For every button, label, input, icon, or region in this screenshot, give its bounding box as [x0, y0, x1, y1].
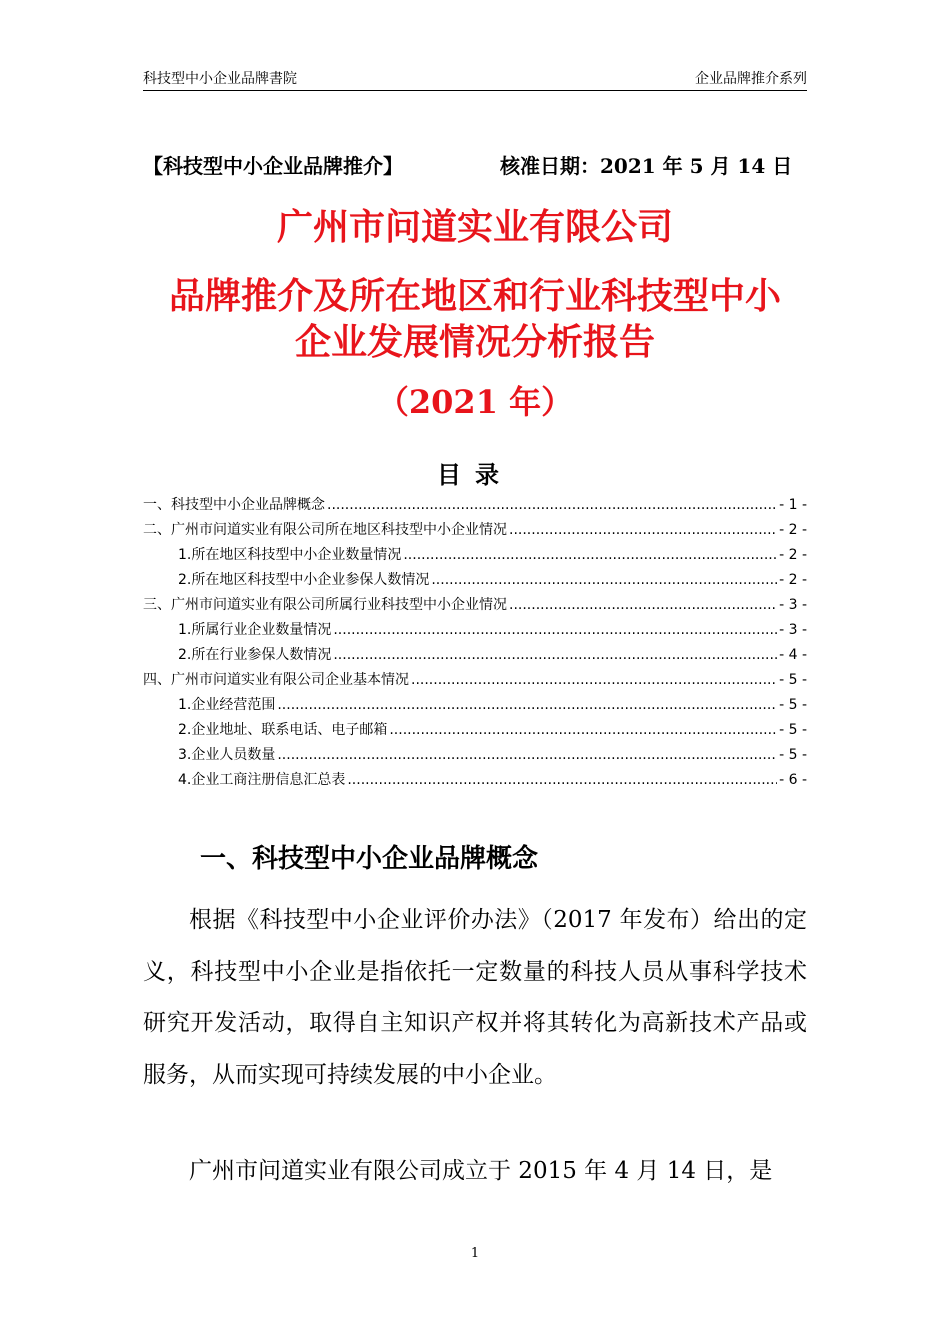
toc-item-label: 1.企业经营范围: [178, 697, 276, 713]
toc-item-label: 1.所属行业企业数量情况: [178, 622, 332, 638]
toc-subitem[interactable]: [143, 769, 807, 794]
toc-leader-dots: [431, 572, 777, 588]
toc-item-page: - 3 -: [779, 622, 807, 638]
toc-leader-dots: [277, 747, 777, 763]
toc-leader-dots: [403, 547, 777, 563]
title-year: （2021 年）: [376, 383, 574, 421]
toc-item-page: - 5 -: [779, 672, 807, 688]
toc-item[interactable]: [143, 669, 807, 694]
title-line-1: 广州市问道实业有限公司: [276, 206, 673, 248]
toc-leader-dots: [333, 647, 777, 663]
toc-item-page: - 3 -: [779, 597, 807, 613]
toc-leader-dots: [411, 672, 777, 688]
toc-item-label: 2.所在地区科技型中小企业参保人数情况: [178, 572, 430, 588]
toc-leader-dots: [327, 497, 777, 513]
toc-item-label: 三、广州市问道实业有限公司所属行业科技型中小企业情况: [143, 597, 507, 613]
page-header: [143, 66, 807, 91]
toc-item-label: 2.企业地址、联系电话、电子邮箱: [178, 722, 388, 738]
toc-item[interactable]: [143, 594, 807, 619]
section-heading: 一、科技型中小企业品牌概念: [200, 844, 539, 874]
toc-heading: 目录: [437, 461, 513, 489]
toc-item-page: - 6 -: [779, 772, 807, 788]
toc-item-page: - 4 -: [779, 647, 807, 663]
toc-item-label: 二、广州市问道实业有限公司所在地区科技型中小企业情况: [143, 522, 507, 538]
toc-subitem[interactable]: [143, 619, 807, 644]
toc-subitem[interactable]: [143, 569, 807, 594]
toc-item-label: 3.企业人员数量: [178, 747, 276, 763]
toc-item-page: - 5 -: [779, 697, 807, 713]
toc-item-page: - 2 -: [779, 547, 807, 563]
table-of-contents: [143, 494, 807, 794]
toc-item-page: - 1 -: [779, 497, 807, 513]
toc-item-page: - 5 -: [779, 722, 807, 738]
page-number: 1: [470, 1246, 480, 1261]
title-line-2: 品牌推介及所在地区和行业科技型中小: [168, 275, 781, 317]
body-paragraph-1: 根据《科技型中小企业评价办法》（2017 年发布）给出的定义，科技型中小企业是指依托一定数量的科技人员从事科学技术研究开发活动，取得自主知识产权并将其转化为高新技术产品或服务，从而实现可持续发展的中小企业。: [143, 907, 807, 1088]
toc-leader-dots: [277, 697, 777, 713]
title-line-3: 企业发展情况分析报告: [294, 321, 655, 363]
toc-subitem[interactable]: [143, 694, 807, 719]
toc-item-page: - 2 -: [779, 572, 807, 588]
toc-item-label: 一、科技型中小企业品牌概念: [143, 497, 325, 513]
toc-leader-dots: [347, 772, 777, 788]
toc-item[interactable]: [143, 494, 807, 519]
toc-subitem[interactable]: [143, 719, 807, 744]
body-paragraph-2: 广州市问道实业有限公司成立于 2015 年 4 月 14 日，是: [189, 1158, 773, 1184]
brand-tag: 【科技型中小企业品牌推介】: [143, 154, 403, 178]
meta-line: [143, 150, 807, 178]
toc-subitem[interactable]: [143, 544, 807, 569]
toc-item-label: 1.所在地区科技型中小企业数量情况: [178, 547, 402, 563]
approval-date: 核准日期：2021 年 5 月 14 日: [500, 154, 793, 178]
toc-leader-dots: [389, 722, 777, 738]
toc-item-label: 2.所在行业参保人数情况: [178, 647, 332, 663]
header-left-text: 科技型中小企业品牌書院: [143, 71, 297, 87]
toc-leader-dots: [509, 597, 777, 613]
toc-leader-dots: [333, 622, 777, 638]
toc-item-page: - 2 -: [779, 522, 807, 538]
toc-subitem[interactable]: [143, 744, 807, 769]
toc-item-label: 4.企业工商注册信息汇总表: [178, 772, 346, 788]
toc-item-page: - 5 -: [779, 747, 807, 763]
toc-leader-dots: [509, 522, 777, 538]
toc-item-label: 四、广州市问道实业有限公司企业基本情况: [143, 672, 409, 688]
header-right-text: 企业品牌推介系列: [695, 71, 807, 87]
toc-item[interactable]: [143, 519, 807, 544]
toc-subitem[interactable]: [143, 644, 807, 669]
